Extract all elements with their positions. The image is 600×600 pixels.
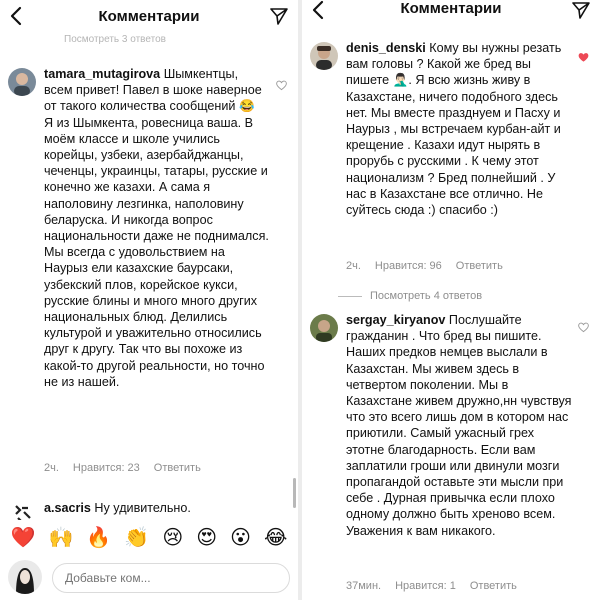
page-title: Комментарии bbox=[98, 7, 200, 25]
avatar[interactable] bbox=[310, 42, 338, 70]
emoji-surprised[interactable]: 😮 bbox=[230, 525, 251, 549]
emoji-raised-hands[interactable]: 🙌 bbox=[48, 525, 74, 549]
scrollbar-thumb[interactable] bbox=[293, 478, 296, 508]
emoji-quick-bar bbox=[0, 520, 298, 554]
comment-likes[interactable]: Нравится: 1 bbox=[395, 580, 456, 592]
heart-filled-icon[interactable] bbox=[578, 52, 589, 63]
comment-text bbox=[346, 312, 574, 539]
send-icon[interactable] bbox=[572, 1, 590, 19]
comment-username[interactable]: denis_denski bbox=[346, 41, 426, 55]
comment-text bbox=[346, 40, 574, 218]
comment-username[interactable]: sergay_kiryanov bbox=[346, 313, 446, 327]
emoji-heart-eyes[interactable]: 😍 bbox=[196, 525, 218, 549]
left-header bbox=[0, 0, 298, 32]
comment-time: 2ч. bbox=[346, 260, 361, 272]
right-comments-screen bbox=[302, 0, 600, 600]
avatar bbox=[8, 560, 42, 594]
emoji-heart[interactable]: ❤️ bbox=[10, 525, 36, 549]
comment-meta bbox=[346, 260, 503, 272]
comment-meta bbox=[44, 462, 201, 474]
comment-text bbox=[44, 66, 270, 390]
comment-composer bbox=[0, 556, 298, 600]
comment-meta bbox=[346, 580, 517, 592]
replies-line bbox=[338, 296, 362, 297]
left-comments-screen bbox=[0, 0, 298, 600]
comment-likes[interactable]: Нравится: 96 bbox=[374, 260, 442, 272]
comment-body: Послушайте гражданин . Что бред вы пишите. Наших предков немцев выслали в Казахстан. Мы живем здесь в четвертом поколении. Мы в Казахстане живем дружно,нн чувствуя что это всего лишь дом в котором нас приютили. Самый ужасный грех этотне благодарность. Если вам заплатили гроши или двинули мозги пропагандой оставьте эти мысли при себе . Дурная привычка если плохо одному должно быть хреново всем. Уважения к вам никакого. bbox=[346, 313, 572, 538]
emoji-crying[interactable]: 😢 bbox=[162, 525, 184, 549]
back-arrow-icon[interactable] bbox=[310, 0, 328, 20]
comment-likes[interactable]: Нравится: 23 bbox=[72, 462, 140, 474]
right-header bbox=[302, 0, 600, 22]
reply-button[interactable]: Ответить bbox=[469, 580, 517, 592]
emoji-laughing[interactable]: 😂 bbox=[264, 525, 288, 549]
comment-body: Ну удивительно. bbox=[90, 501, 191, 515]
comment-body: Кому вы нужны резать вам головы ? Какой же бред вы пишете 🤦🏻‍♂️. Я всю жизнь живу в Казахстане, ничего подобного здесь нет. Мы вместе празднуем и Пасху и Наурыз , мы встречаем курбан-айт и крещение . Казахи идут нырять в прорубь с русскими . К чему этот национализм ? Бред полнейший . У нас в Казахстане все отлично. Не суйтесь сюда :) спасибо :) bbox=[346, 41, 562, 218]
hidden-replies-label[interactable]: Посмотреть 3 ответов bbox=[64, 34, 166, 45]
avatar[interactable] bbox=[8, 68, 36, 96]
emoji-clap[interactable]: 👏 bbox=[124, 525, 150, 549]
comment-body: Шымкентцы, всем привет! Павел в шоке наверное от такого количества сообщений 😂 Я из Шымкента, ровесница ваша. В моём классе и школе учились корейцы, узбеки, азербайджанцы, чеченцы, украинцы, татары, русские и конечно же казахи. А сама я наполовину лезгинка, наполовину беларуска. И никогда вопрос национальности даже не поднимался. Мы всегда с удовольствием на Наурыз ели казахские баурсаки, узбекский плов, корейское кукси, русские блины и много много других национальных блюд. Делились культурой и уважительно относились друг к другу. Так что вы похоже из какой-то другой реальности, но точно не из нашей. bbox=[44, 67, 269, 389]
back-arrow-icon[interactable] bbox=[8, 6, 26, 26]
heart-icon[interactable] bbox=[276, 80, 287, 91]
emoji-fire[interactable]: 🔥 bbox=[86, 525, 112, 549]
send-icon[interactable] bbox=[270, 7, 288, 25]
page-title: Комментарии bbox=[400, 0, 502, 17]
comment-text bbox=[44, 500, 270, 516]
comment-username[interactable]: tamara_mutagirova bbox=[44, 67, 161, 81]
heart-icon[interactable] bbox=[578, 322, 589, 333]
comment-username[interactable]: a.sacris bbox=[44, 501, 91, 515]
avatar[interactable] bbox=[310, 314, 338, 342]
view-replies-label[interactable]: Посмотреть 4 ответов bbox=[370, 290, 483, 302]
comment-time: 2ч. bbox=[44, 462, 59, 474]
comment-input[interactable] bbox=[52, 563, 290, 593]
reply-button[interactable]: Ответить bbox=[455, 260, 503, 272]
comment-time: 37мин. bbox=[346, 580, 382, 592]
reply-button[interactable]: Ответить bbox=[153, 462, 201, 474]
view-replies-button[interactable] bbox=[338, 290, 482, 302]
